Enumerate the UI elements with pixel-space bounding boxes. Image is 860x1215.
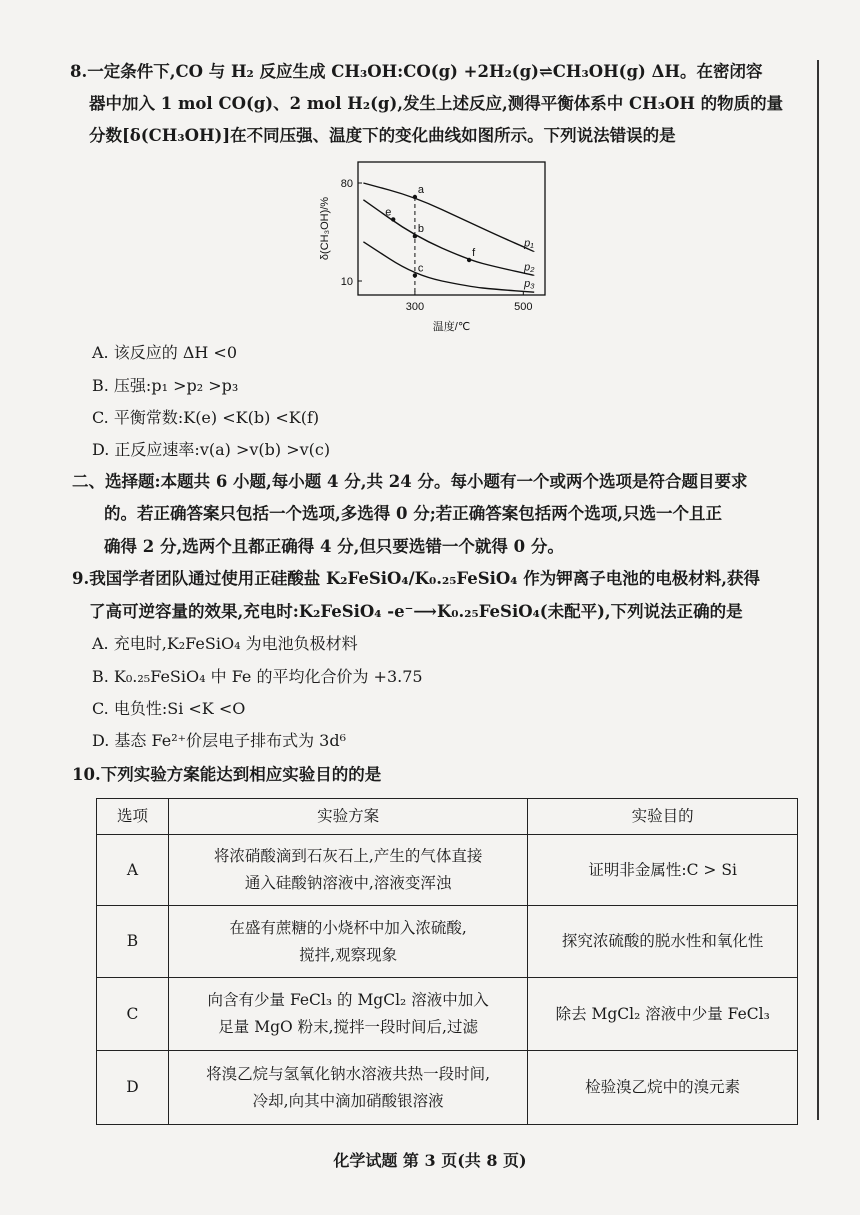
q8-option-c: C. 平衡常数:K(e) <K(b) <K(f) (92, 408, 320, 427)
point-label-c: c (417, 262, 424, 275)
q10-stem: 10.下列实验方案能达到相应实验目的的是 (72, 765, 382, 784)
row-goal: 证明非金属性:C > Si (528, 835, 798, 906)
series-label-3: p₃ (524, 278, 535, 291)
table-row (97, 978, 798, 1051)
table-row (97, 1051, 798, 1125)
row-plan-line2: 通入硅酸钠溶液中,溶液变浑浊 (244, 874, 452, 892)
x-tick-label: 300 (405, 301, 425, 313)
table-row (97, 835, 798, 906)
q8-stem-line3: 分数[δ(CH₃OH)]在不同压强、温度下的变化曲线如图所示。下列说法错误的是 (89, 126, 676, 145)
table-header-row (97, 799, 798, 835)
row-option: D (97, 1051, 169, 1125)
q9-option-a: A. 充电时,K₂FeSiO₄ 为电池负极材料 (92, 634, 358, 653)
point-a (413, 195, 417, 199)
q8-option-d: D. 正反应速率:v(a) >v(b) >v(c) (92, 440, 331, 459)
row-option: A (97, 835, 169, 906)
section2-line3: 确得 2 分,选两个且都正确得 4 分,但只要选错一个就得 0 分。 (104, 537, 564, 556)
point-label-a: a (417, 184, 425, 196)
q9-option-d: D. 基态 Fe²⁺价层电子排布式为 3d⁶ (92, 731, 346, 750)
y-tick-label: 80 (340, 178, 353, 190)
point-label-b: b (417, 223, 425, 236)
y-tick-label: 10 (340, 276, 353, 288)
row-plan-line1: 将浓硝酸滴到石灰石上,产生的气体直接 (213, 847, 483, 865)
y-axis-label: δ(CH₃OH)/% (319, 196, 331, 261)
row-plan-line2: 搅拌,观察现象 (299, 945, 398, 964)
q8-option-a: A. 该反应的 ΔH <0 (92, 343, 237, 362)
row-plan (168, 906, 527, 978)
point-label-e: e (385, 206, 392, 219)
q9-option-c: C. 电负性:Si <K <O (92, 699, 246, 718)
q9-stem-line1: 9.我国学者团队通过使用正硅酸盐 K₂FeSiO₄/K₀.₂₅FeSiO₄ 作为钾离子电池的电极材料,获得 (72, 569, 761, 588)
point-f (467, 258, 471, 262)
point-c (413, 273, 417, 277)
point-b (413, 234, 417, 238)
q9-option-b: B. K₀.₂₅FeSiO₄ 中 Fe 的平均化合价为 +3.75 (92, 667, 423, 686)
header-goal: 实验目的 (528, 799, 798, 835)
row-plan-line1: 向含有少量 FeCl₃ 的 MgCl₂ 溶液中加入 (207, 991, 489, 1009)
series-label-2: p₂ (524, 261, 535, 274)
q8-chart (300, 160, 560, 335)
row-goal: 除去 MgCl₂ 溶液中少量 FeCl₃ (528, 978, 798, 1051)
row-goal: 检验溴乙烷中的溴元素 (528, 1051, 798, 1125)
row-plan (168, 1051, 527, 1125)
x-axis-label: 温度/℃ (432, 321, 471, 333)
plot-frame (358, 162, 545, 295)
q8-stem-line1: 8.一定条件下,CO 与 H₂ 反应生成 CH₃OH:CO(g) +2H₂(g)⇌CH₃OH(g) ΔH。在密闭容 (70, 62, 763, 81)
row-plan (168, 835, 527, 906)
point-label-f: f (472, 247, 476, 259)
row-plan-line2: 足量 MgO 粉末,搅拌一段时间后,过滤 (218, 1018, 478, 1036)
q8-stem-line2: 器中加入 1 mol CO(g)、2 mol H₂(g),发生上述反应,测得平衡体系中 CH₃OH 的物质的量 (89, 94, 784, 113)
x-tick-label: 500 (514, 301, 533, 313)
row-option: B (97, 906, 169, 978)
section2-line2: 的。若正确答案只包括一个选项,多选得 0 分;若正确答案包括两个选项,只选一个且正 (104, 504, 723, 523)
series-line-3 (363, 242, 534, 292)
row-option: C (97, 978, 169, 1051)
row-goal: 探究浓硫酸的脱水性和氧化性 (528, 906, 798, 978)
row-plan (168, 978, 527, 1051)
table-row (97, 906, 798, 978)
row-plan-line2: 冷却,向其中滴加硝酸银溶液 (252, 1091, 444, 1110)
q10-table (96, 798, 798, 1125)
point-e (391, 217, 395, 221)
header-option: 选项 (97, 799, 169, 835)
margin-rule (817, 60, 819, 1120)
row-plan-line1: 在盛有蔗糖的小烧杯中加入浓硫酸, (229, 918, 467, 937)
series-label-1: p₁ (524, 237, 534, 250)
page-footer: 化学试题 第 3 页(共 8 页) (333, 1151, 527, 1170)
q9-stem-line2: 了高可逆容量的效果,充电时:K₂FeSiO₄ -e⁻⟶K₀.₂₅FeSiO₄(未配平),下列说法正确的是 (89, 602, 743, 621)
row-plan-line1: 将溴乙烷与氢氧化钠水溶液共热一段时间, (206, 1064, 491, 1083)
header-plan: 实验方案 (168, 799, 527, 835)
section2-line1: 二、选择题:本题共 6 小题,每小题 4 分,共 24 分。每小题有一个或两个选项是符合题目要求 (72, 472, 748, 491)
q8-option-b: B. 压强:p₁ >p₂ >p₃ (92, 376, 239, 395)
